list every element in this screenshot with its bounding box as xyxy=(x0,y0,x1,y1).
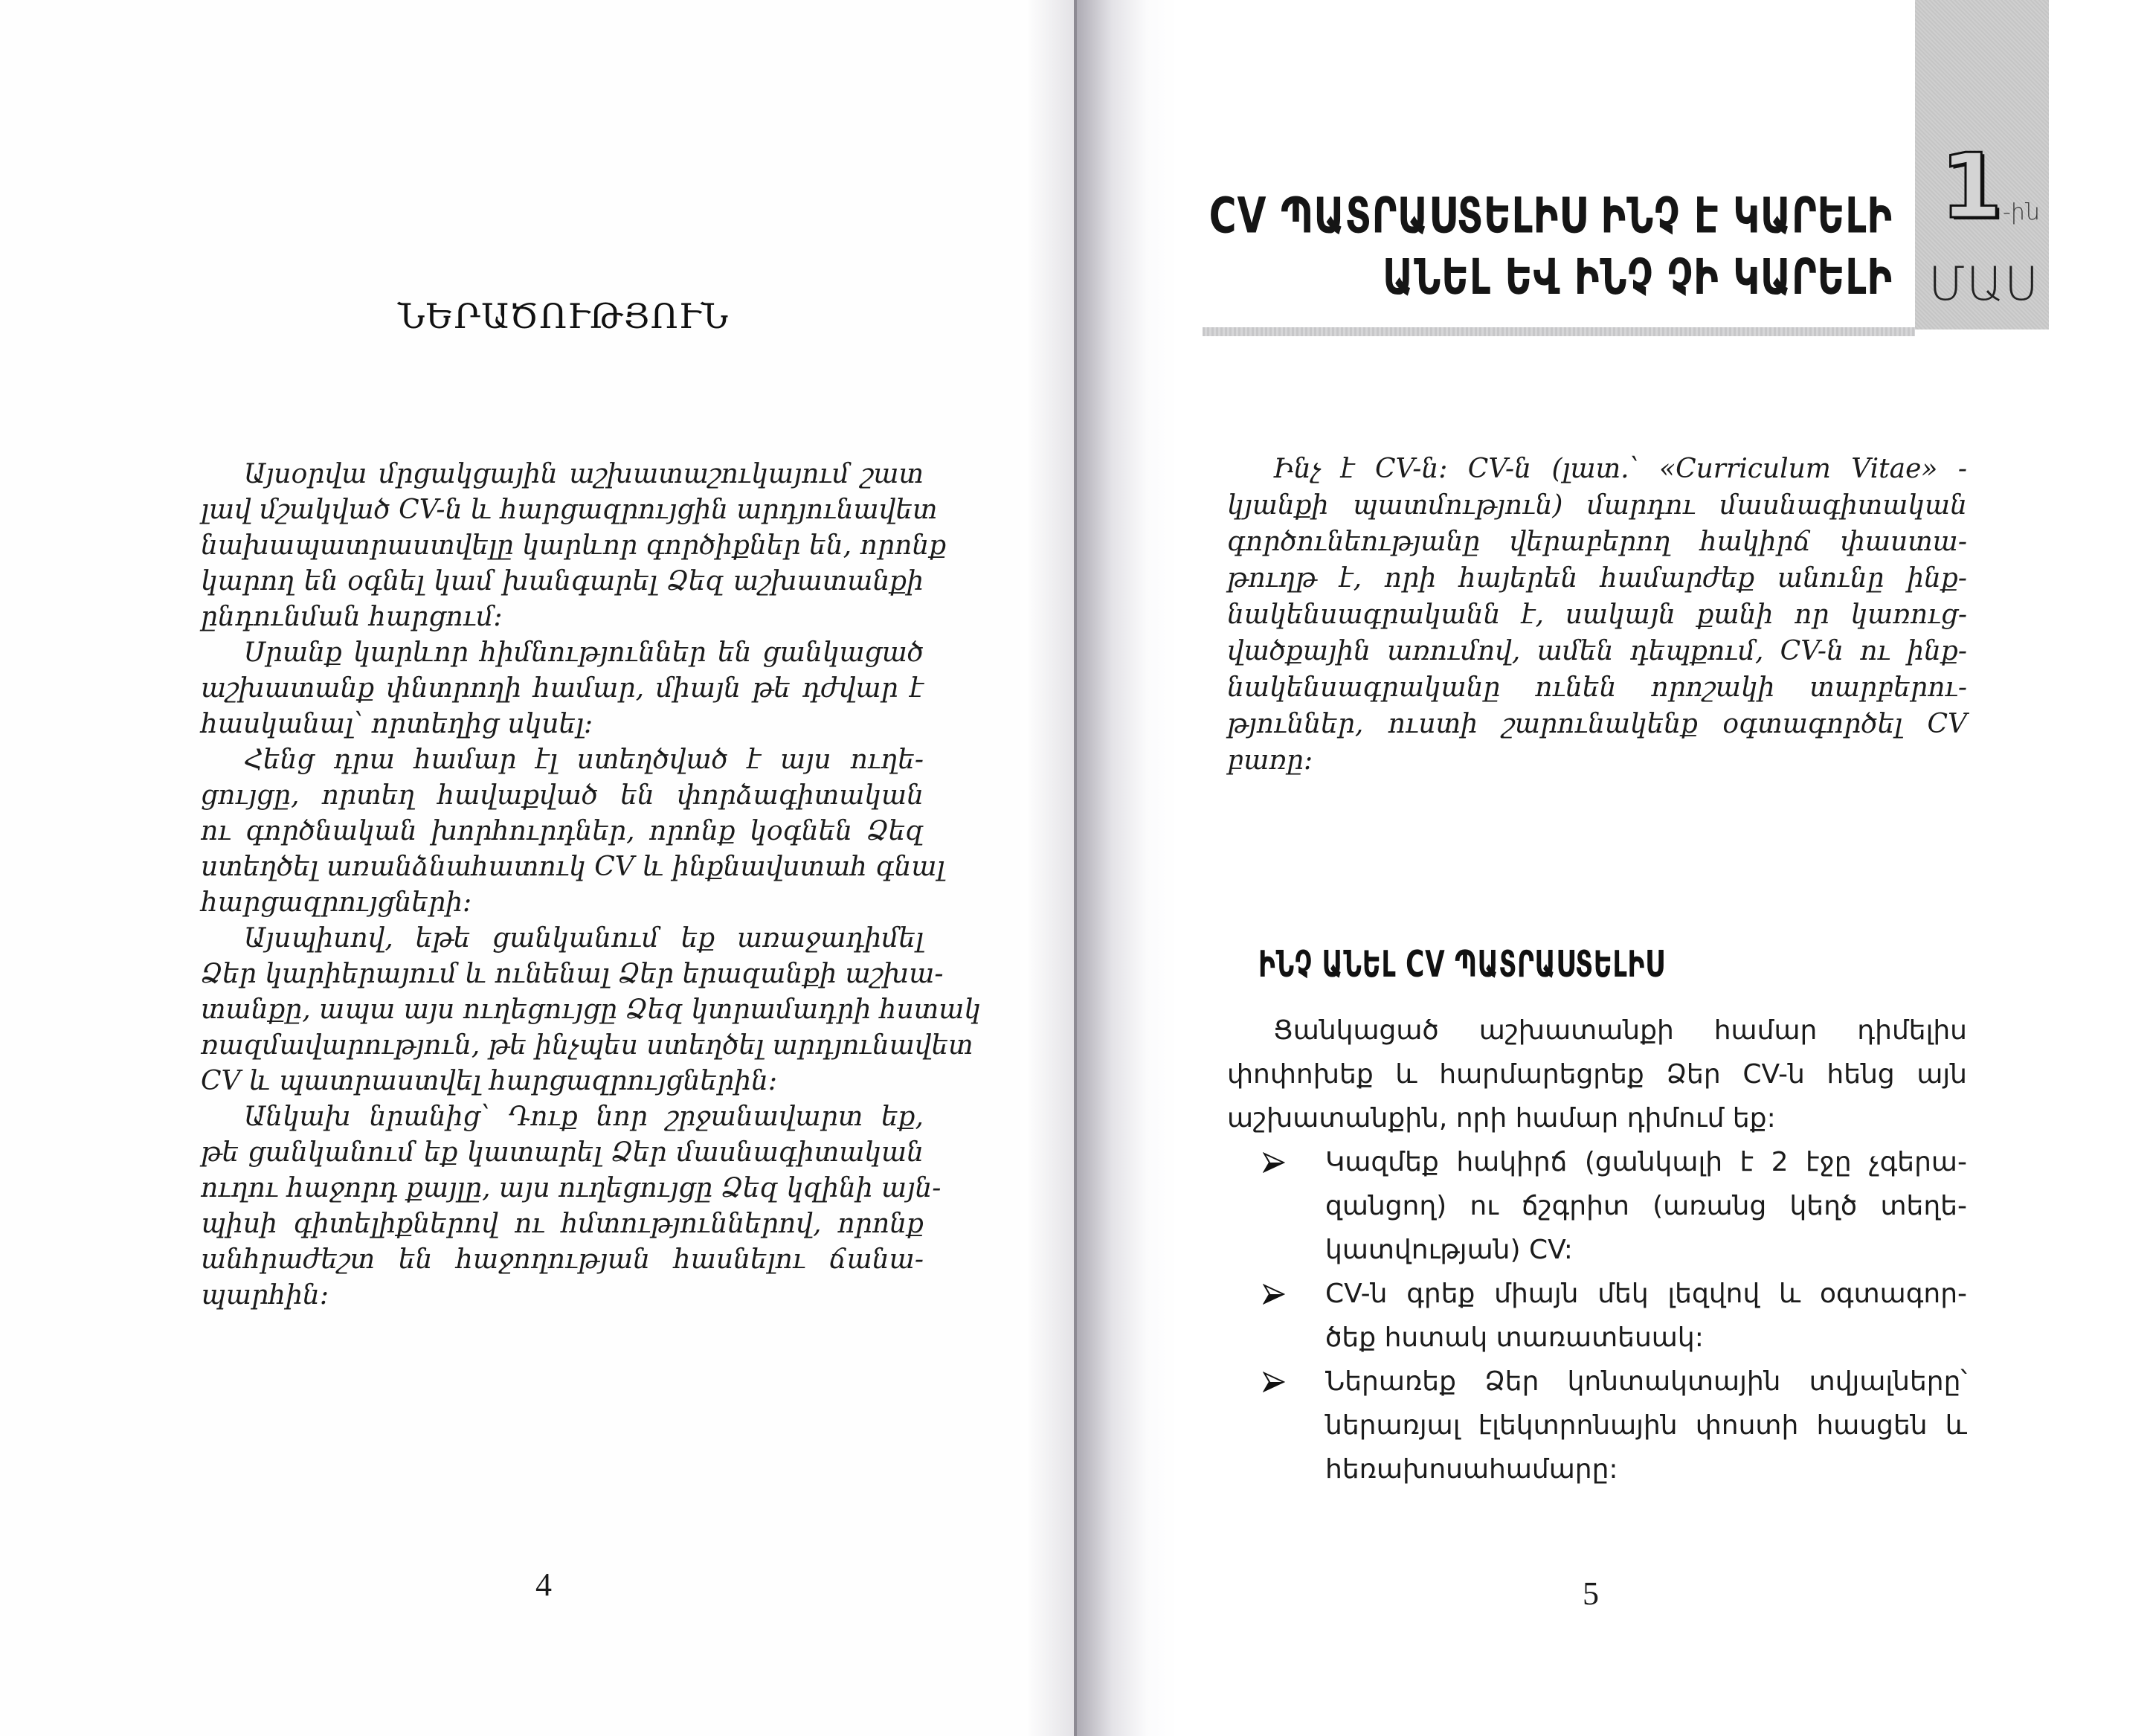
text-line: պիսի գիտելիքներով ու հմտություններով, որոնք xyxy=(201,1209,924,1239)
chapter-number-suffix: -ին xyxy=(2003,199,2040,225)
text-line: գործունեությանը վերաբերող հակիրճ փաստա- xyxy=(1227,527,1967,557)
text-line: թյուններ, ուստի շարունակենք օգտագործել CV xyxy=(1227,709,1967,739)
text-line: հասկանալ՝ որտեղից սկսել: xyxy=(201,709,593,739)
text-line: նախապատրաստվելը կարևոր գործիքներ են, որոնք xyxy=(201,530,947,561)
introduction-heading: ՆԵՐԱԾՈՒԹՅՈՒՆ xyxy=(397,296,730,336)
chapter-title xyxy=(1209,186,1893,309)
paragraph xyxy=(201,635,924,742)
text-line: բառը: xyxy=(1227,745,1313,776)
text-line: կատվության) CV: xyxy=(1325,1235,1573,1265)
chapter-title-line: CV ՊԱՏՐԱՍՏԵԼԻՍ ԻՆՉ Է ԿԱՐԵԼԻ xyxy=(1208,187,1893,245)
text-line: Ինչ է CV-ն: CV-ն (լատ.՝ «Curriculum Vitae» - xyxy=(1273,454,1967,484)
text-line: թե ցանկանում եք կատարել Ձեր մասնագիտական xyxy=(201,1137,924,1168)
arrowhead-bullet-icon xyxy=(1263,1372,1285,1392)
text-line: ցույցը, որտեղ հավաքված են փորձագիտական xyxy=(201,780,924,811)
text-line: փոփոխեք և հարմարեցրեք Ձեր CV-ն հենց այն xyxy=(1227,1059,1967,1090)
paragraph xyxy=(201,1099,942,1314)
text-line: Այսպիսով, եթե ցանկանում եք առաջադիմել xyxy=(244,923,924,954)
text-line: զանցող) ու ճշգրիտ (առանց կեղծ տեղե- xyxy=(1325,1191,1967,1221)
text-line: Այսօրվա մրցակցային աշխատաշուկայում շատ xyxy=(244,459,924,489)
text-line: Ցանկացած աշխատանքի համար դիմելիս xyxy=(1273,1015,1967,1046)
text-line: անհրաժեշտ են հաջողության հասնելու ճանա- xyxy=(201,1244,924,1275)
text-line: ներառյալ էլեկտրոնային փոստի հասցեն և xyxy=(1325,1410,1967,1441)
text-line: կարող են օգնել կամ խանգարել Ձեզ աշխատանքի xyxy=(201,566,924,597)
text-line: Ձեր կարիերայում և ունենալ Ձեր երազանքի աշխա- xyxy=(201,959,944,989)
text-line: աշխատանք փնտրողի համար, միայն թե դժվար է xyxy=(201,673,924,704)
text-line: ստեղծել առանձնահատուկ CV և ինքնավստահ գնալ xyxy=(201,852,945,882)
arrowhead-bullet-icon xyxy=(1263,1284,1285,1305)
text-line: լավ մշակված CV-ն և հարցազրույցին արդյունավետ xyxy=(201,495,938,525)
spine-gradient xyxy=(1077,0,1177,1736)
chapter-tab xyxy=(1915,0,2049,329)
paragraph xyxy=(201,457,947,635)
text-line: ու գործնական խորհուրդներ, որոնք կօգնեն Ձեզ xyxy=(201,816,924,846)
page-number-left: 4 xyxy=(535,1566,552,1603)
text-line: CV և պատրաստվել հարցազրույցներին: xyxy=(201,1066,778,1096)
spine-shadow xyxy=(1026,0,1075,1736)
text-line: տանքը, ապա այս ուղեցույցը Ձեզ կտրամադրի հստակ xyxy=(201,994,981,1025)
paragraph xyxy=(201,742,945,921)
text-line: թուղթ է, որի հայերեն համարժեք անունը ինք- xyxy=(1227,563,1967,594)
text-line: հարցազրույցների: xyxy=(201,887,472,918)
chapter-number: 1 xyxy=(1940,135,2003,239)
paragraph xyxy=(201,921,981,1099)
title-underline-stripe xyxy=(1203,327,1915,336)
text-line: Ներառեք Ձեր կոնտակտային տվյալները՝ xyxy=(1325,1366,1967,1397)
text-line: նակենսագրականը ունեն որոշակի տարբերու- xyxy=(1227,672,1967,703)
section-intro xyxy=(1227,1009,1967,1140)
bullet-item xyxy=(1227,1272,1967,1360)
text-line: Կազմեք հակիրճ (ցանկալի է 2 էջը չգերա- xyxy=(1325,1147,1967,1177)
bullet-item xyxy=(1227,1140,1967,1272)
text-line: պարհին: xyxy=(201,1280,329,1311)
text-line: ծեք հստակ տառատեսակ: xyxy=(1325,1322,1704,1353)
arrowhead-bullet-icon xyxy=(1263,1152,1285,1173)
page-number-right: 5 xyxy=(1583,1575,1599,1612)
cv-definition-paragraph xyxy=(1227,451,1967,779)
text-line: ուղու հաջորդ քայլը, այս ուղեցույցը Ձեզ կզինի այն- xyxy=(201,1173,942,1203)
text-line: Հենց դրա համար էլ ստեղծված է այս ուղե- xyxy=(244,745,924,775)
text-line: CV-ն գրեք միայն մեկ լեզվով և օգտագոր- xyxy=(1325,1279,1967,1309)
text-line: Անկախ նրանից՝ Դուք նոր շրջանավարտ եք, xyxy=(244,1102,924,1132)
text-line: ընդունման հարցում: xyxy=(201,602,503,632)
text-line: աշխատանքին, որի համար դիմում եք: xyxy=(1227,1103,1776,1134)
text-line: վածքային առումով, ամեն դեպքում, CV-ն ու ինք- xyxy=(1227,636,1967,666)
text-line: հեռախոսահամարը: xyxy=(1325,1454,1618,1485)
text-line: Սրանք կարևոր հիմնություններ են ցանկացած xyxy=(244,637,924,668)
section-body xyxy=(1227,1009,1967,1491)
text-line: կյանքի պատմություն) մարդու մասնագիտական xyxy=(1227,490,1967,521)
text-line: ռազմավարություն, թե ինչպես ստեղծել արդյունավետ xyxy=(201,1030,973,1061)
chapter-part-label: ՄԱՍ xyxy=(1928,257,2040,311)
bullet-item xyxy=(1227,1360,1967,1491)
section-heading: ԻՆՉ ԱՆԵԼ CV ՊԱՏՐԱՍՏԵԼԻՍ xyxy=(1258,943,1664,986)
introduction-body xyxy=(201,457,981,1314)
text-line: նակենսագրականն է, սակայն քանի որ կառուց- xyxy=(1227,599,1967,630)
chapter-title-line: ԱՆԵԼ ԵՎ ԻՆՉ ՉԻ ԿԱՐԵԼԻ xyxy=(1383,248,1893,306)
